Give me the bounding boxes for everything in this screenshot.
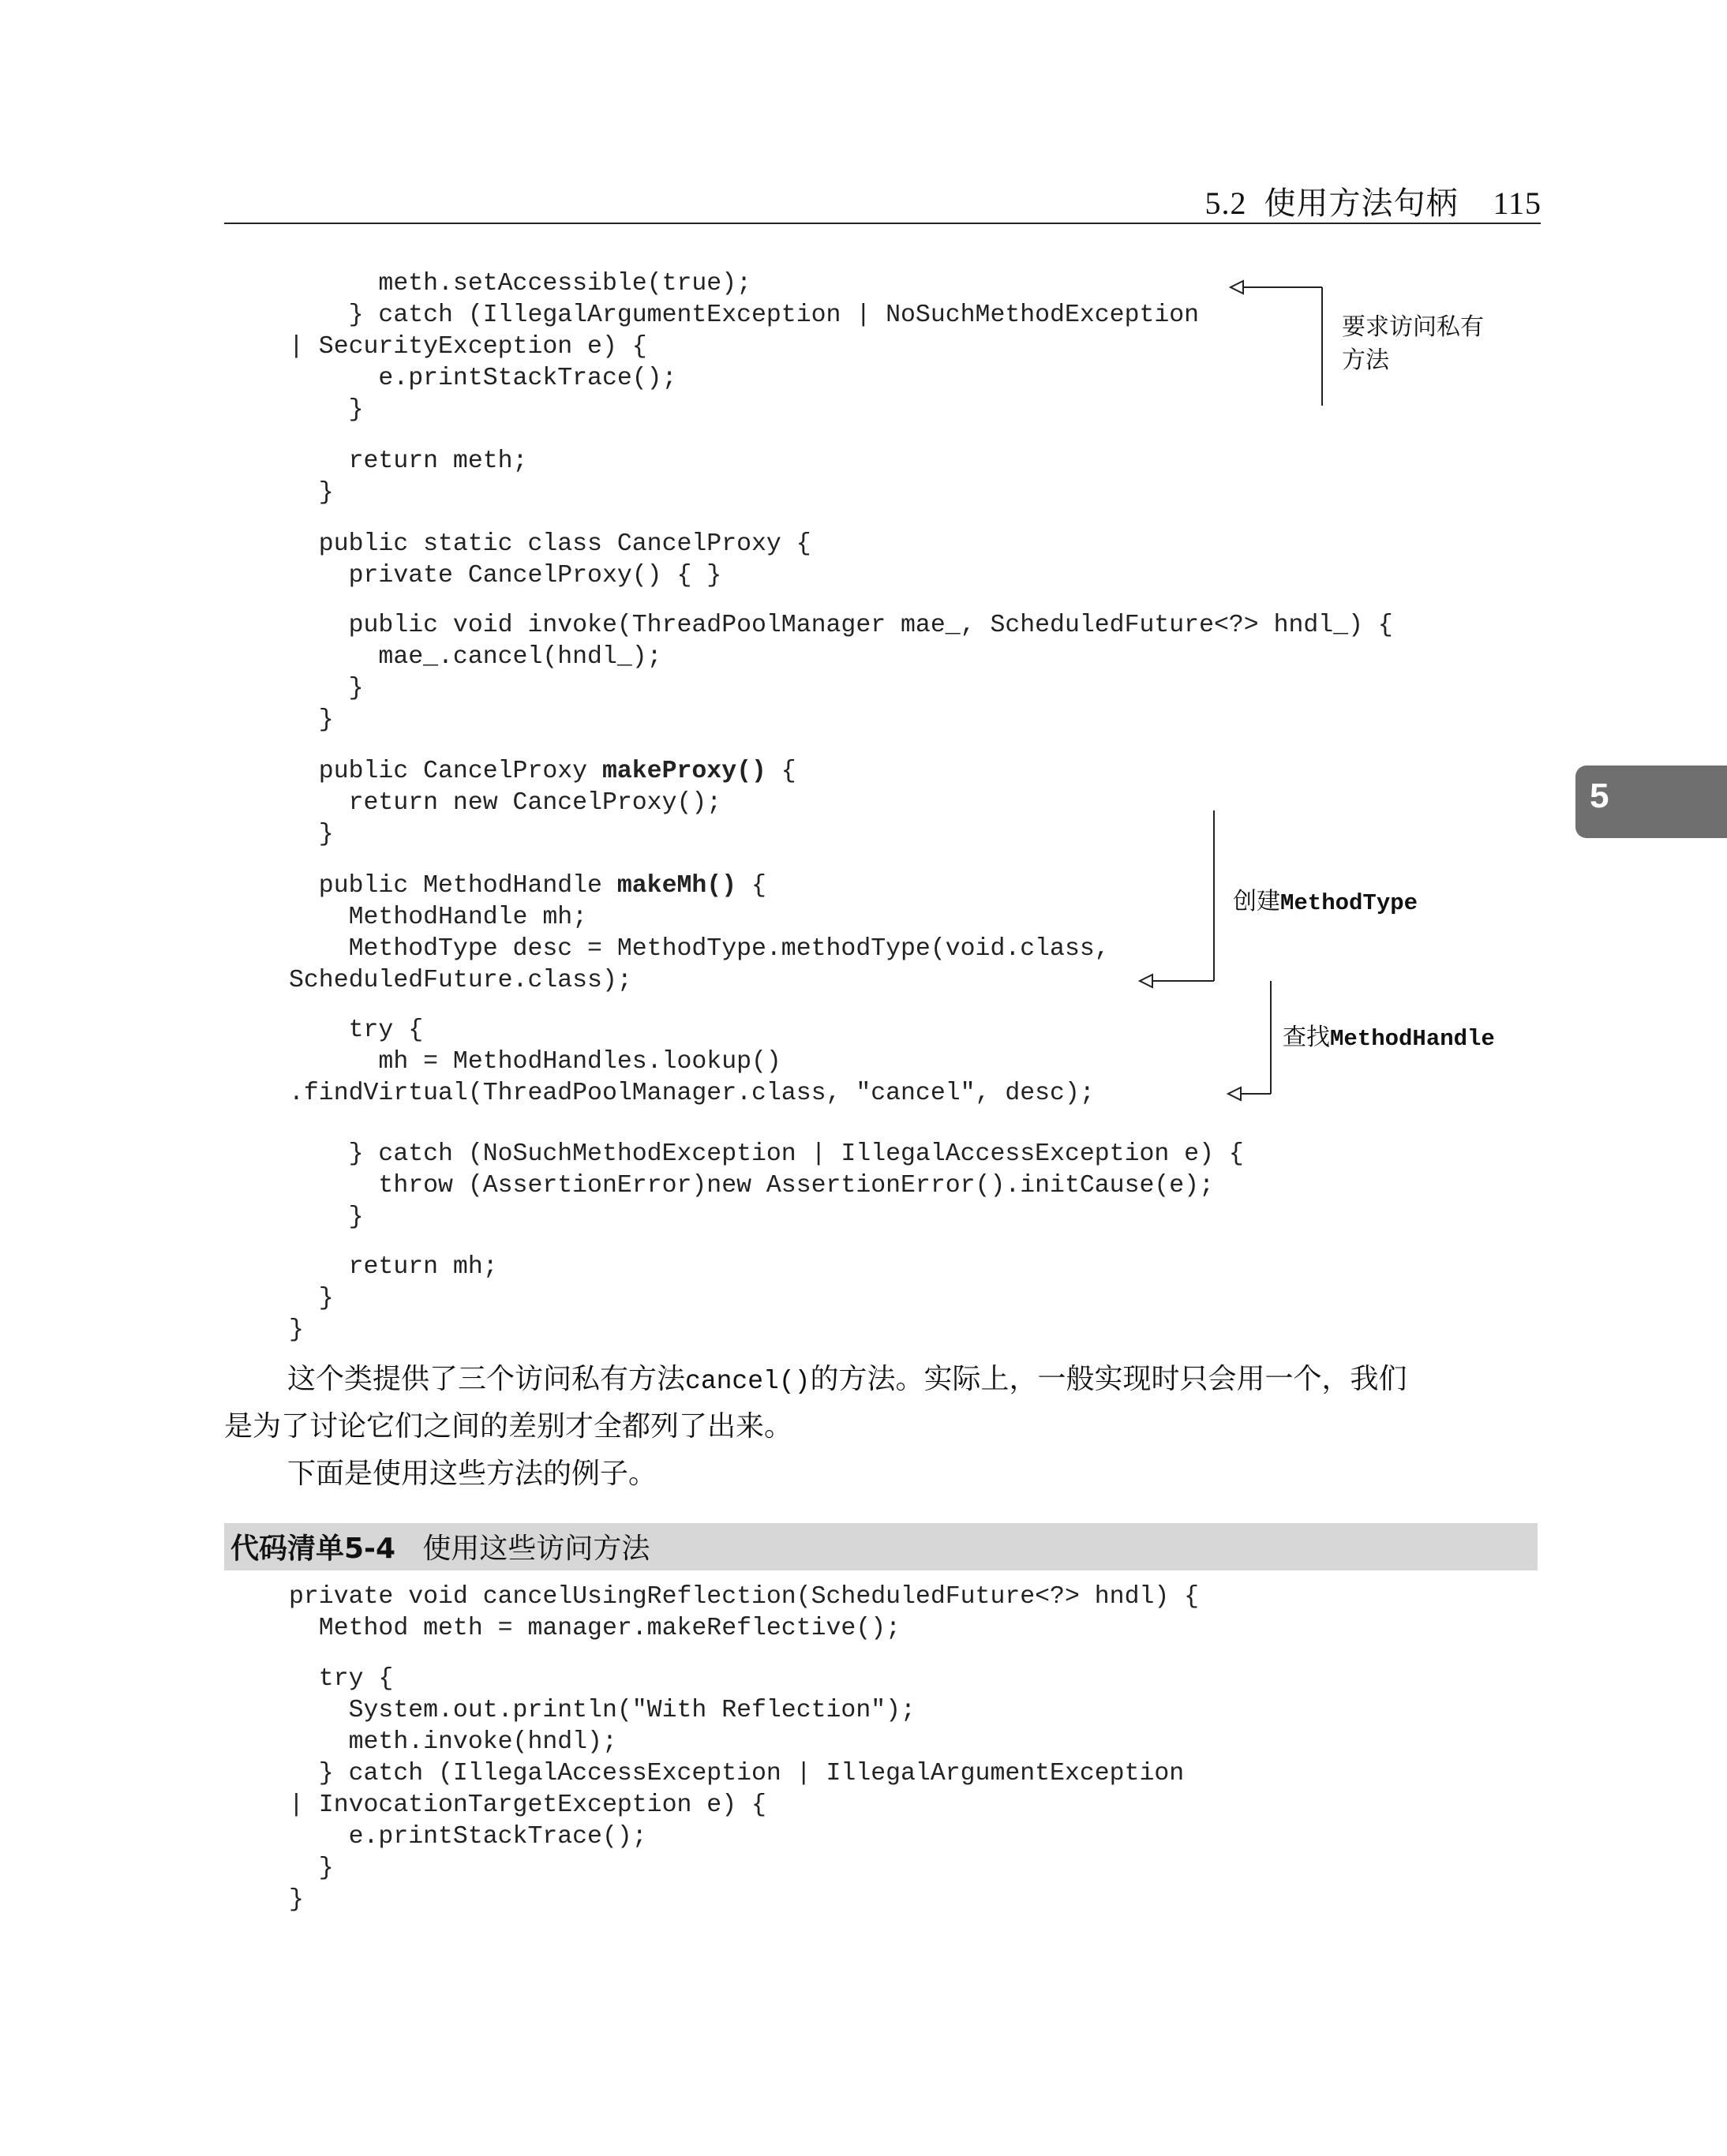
chapter-tab-number: 5 — [1590, 777, 1609, 815]
code-line: .findVirtual(ThreadPoolManager.class, "cancel", desc); — [289, 1080, 1095, 1107]
code-line: | SecurityException e) { — [289, 333, 647, 361]
code-line: } — [289, 1855, 334, 1882]
code-line: private CancelProxy() { } — [289, 562, 722, 590]
method-name-makeproxy: makeProxy() — [601, 758, 766, 785]
annotation-create-methodtype — [1233, 885, 1418, 920]
header-section-number: 5.2 — [1204, 185, 1247, 221]
annotation-prefix: 创建 — [1233, 888, 1280, 915]
code-line: public static class CancelProxy { — [289, 530, 811, 558]
code-line: mae_.cancel(hndl_); — [289, 643, 662, 671]
code-line: } — [289, 1203, 364, 1231]
listing-caption: 使用这些访问方法 — [422, 1533, 650, 1565]
inline-code: cancel() — [685, 1367, 811, 1396]
code-text: public CancelProxy — [289, 758, 602, 785]
annotation-code: MethodHandle — [1330, 1026, 1495, 1052]
paragraph-text: 这个类提供了三个访问私有方法 — [287, 1363, 686, 1395]
paragraph-line — [287, 1356, 1407, 1406]
code-line: } — [289, 479, 334, 507]
code-line: } catch (NoSuchMethodException | IllegalAccessException e) { — [289, 1140, 1244, 1168]
code-line: meth.setAccessible(true); — [289, 270, 751, 298]
code-line: } — [289, 1316, 304, 1344]
annotation-prefix: 查找 — [1283, 1024, 1330, 1051]
code-line: } — [289, 1886, 304, 1914]
code-line: ScheduledFuture.class); — [289, 967, 632, 994]
code-line: } catch (IllegalArgumentException | NoSuchMethodException — [289, 301, 1200, 329]
code-line: e.printStackTrace(); — [289, 1823, 647, 1851]
code-line: try { — [289, 1665, 394, 1693]
callout-private-access — [1231, 281, 1322, 406]
code-line: MethodHandle mh; — [289, 904, 588, 931]
annotation-line: 方法 — [1342, 346, 1389, 374]
annotation-private-access — [1342, 311, 1484, 377]
code-line: MethodType desc = MethodType.methodType(void.class, — [289, 935, 1110, 963]
code-line: return new CancelProxy(); — [289, 789, 722, 817]
code-line: } — [289, 1285, 334, 1312]
code-line: return mh; — [289, 1253, 498, 1281]
code-line: } catch (IllegalAccessException | IllegalArgumentException — [289, 1760, 1185, 1787]
code-line: } — [289, 396, 364, 424]
method-name-makemh: makeMh() — [616, 872, 737, 900]
annotation-code: MethodType — [1280, 890, 1418, 916]
code-line: | InvocationTargetException e) { — [289, 1791, 766, 1819]
callout-create-methodtype — [1140, 810, 1214, 987]
code-line: } — [289, 706, 334, 734]
code-line: public void invoke(ThreadPoolManager mae_, ScheduledFuture<?> hndl_) { — [289, 612, 1393, 639]
code-line: try { — [289, 1016, 424, 1044]
code-line: System.out.println("With Reflection"); — [289, 1697, 916, 1724]
code-line: private void cancelUsingReflection(ScheduledFuture<?> hndl) { — [289, 1583, 1200, 1611]
code-line: e.printStackTrace(); — [289, 365, 677, 392]
listing-title — [230, 1526, 650, 1566]
code-line: } — [289, 821, 334, 848]
paragraph-line: 是为了讨论它们之间的差别才全都列了出来。 — [224, 1410, 793, 1443]
code-text: public MethodHandle — [289, 872, 617, 900]
header-section-title: 使用方法句柄 — [1264, 185, 1459, 221]
code-line: meth.invoke(hndl); — [289, 1728, 617, 1756]
callout-find-methodhandle — [1228, 981, 1271, 1100]
code-line: return meth; — [289, 447, 528, 475]
listing-label: 代码清单5-4 — [230, 1533, 396, 1565]
paragraph-text: 的方法。实际上，一般实现时只会用一个，我们 — [810, 1363, 1407, 1395]
annotation-find-methodhandle — [1283, 1021, 1495, 1056]
page-number: 115 — [1493, 185, 1542, 221]
paragraph-line: 下面是使用这些方法的例子。 — [287, 1458, 657, 1490]
code-line: Method meth = manager.makeReflective(); — [289, 1615, 901, 1642]
code-brace: { — [736, 872, 766, 900]
code-line: throw (AssertionError)new AssertionError().initCause(e); — [289, 1172, 1214, 1200]
code-line: } — [289, 675, 364, 702]
code-line: mh = MethodHandles.lookup() — [289, 1048, 781, 1076]
annotation-line: 要求访问私有 — [1342, 313, 1484, 341]
code-brace: { — [766, 758, 796, 785]
